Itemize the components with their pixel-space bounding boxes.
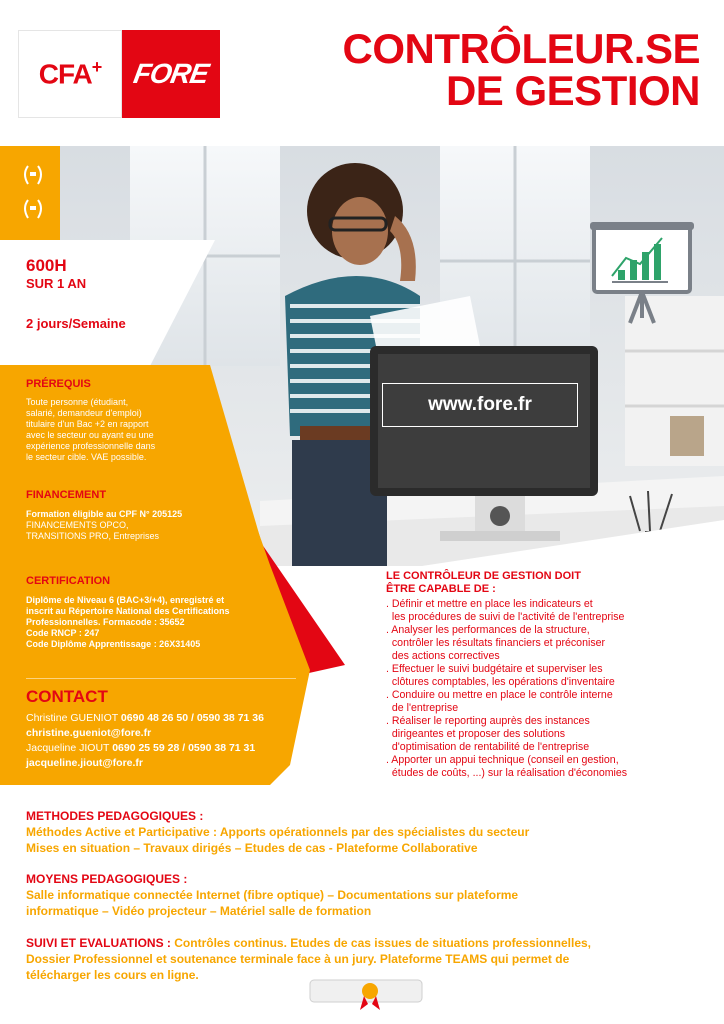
prerequis-line: expérience professionnelle dans	[26, 441, 156, 451]
capability-line: clôtures comptables, les opérations d'inventaire	[386, 676, 615, 688]
capabilities-title	[386, 570, 686, 596]
financement-text	[26, 509, 266, 542]
diploma-icon	[306, 976, 426, 1012]
contact-name: Jacqueline JIOUT	[26, 742, 110, 754]
certification-title: CERTIFICATION	[26, 575, 111, 587]
capability-line: des actions correctives	[386, 650, 500, 662]
logo-fore-text: FORE	[131, 58, 211, 89]
logo-cfa-plus: +	[91, 57, 102, 78]
badges-strip	[0, 146, 60, 240]
contact-title: CONTACT	[26, 687, 108, 706]
suivi-line: télécharger les cours en ligne.	[26, 968, 199, 982]
capability-line: les procédures de suivi de l'activité de l'entreprise	[386, 611, 625, 623]
contact-name: Christine GUENIOT	[26, 712, 118, 724]
moyens-line: informatique – Vidéo projecteur – Matériel salle de formation	[26, 904, 372, 918]
capability-line: . Effectuer le suivi budgétaire et superviser les	[386, 663, 603, 675]
prerequis-line: avec le secteur ou ayant eu une	[26, 430, 154, 440]
suivi-title: SUIVI ET EVALUATIONS :	[26, 936, 171, 950]
prerequis-line: titulaire d'un Bac +2 en rapport	[26, 419, 149, 429]
financement-title: FINANCEMENT	[26, 489, 107, 501]
contact-email-row	[26, 727, 151, 739]
capability-line: . Apporter un appui technique (conseil en gestion,	[386, 754, 619, 766]
certification-line: Code RNCP : 247	[26, 628, 100, 638]
certification-line: Code Diplôme Apprentissage : 26X31405	[26, 639, 201, 649]
logo-cfa-text: CFA	[38, 58, 92, 90]
financement-cpf: Formation éligible au CPF N° 205125	[26, 509, 183, 519]
prerequis-line: le secteur cible. VAE possible.	[26, 452, 147, 462]
capability-line: études de coûts, ...) sur la réalisation d'économies	[386, 767, 628, 779]
website-link[interactable]: www.fore.fr	[382, 383, 578, 427]
contact-email[interactable]: christine.gueniot@fore.fr	[26, 727, 152, 739]
methodes-title: METHODES PEDAGOGIQUES :	[26, 809, 204, 823]
fore-logo	[122, 30, 220, 118]
methodes-text	[26, 824, 706, 856]
duration-period: SUR 1 AN	[26, 276, 87, 291]
certification-line: Professionnelles. Formacode : 35652	[26, 617, 185, 627]
moyens-text	[26, 887, 706, 919]
prerequis-text	[26, 397, 206, 463]
capabilities-title-line: LE CONTRÔLEUR DE GESTION DOIT	[386, 570, 581, 582]
contact-email[interactable]: jacqueline.jiout@fore.fr	[26, 757, 144, 769]
title-line-2: DE GESTION	[445, 67, 700, 114]
capabilities-title-line: ÊTRE CAPABLE DE :	[386, 583, 496, 595]
capability-line: d'optimisation de rentabilité de l'entreprise	[386, 741, 590, 753]
contact-person-1	[26, 712, 264, 724]
duration-rhythm: 2 jours/Semaine	[26, 316, 126, 331]
suivi-line: Contrôles continus. Etudes de cas issues de situations professionnelles,	[170, 936, 592, 950]
title-line-1: CONTRÔLEUR.SE	[342, 25, 700, 72]
financement-line: TRANSITIONS PRO, Entreprises	[26, 531, 160, 541]
methodes-line: Mises en situation – Travaux dirigés – Etudes de cas - Plateforme Collaborative	[26, 841, 478, 855]
duration-hours: 600H	[26, 256, 67, 275]
laurel-icon	[20, 162, 46, 188]
cfa-logo	[18, 30, 122, 118]
contact-phones[interactable]: 0690 48 26 50 / 0590 38 71 36	[120, 712, 264, 724]
capability-line: contrôler les résultats financiers et préconiser	[386, 637, 606, 649]
contact-person-2	[26, 742, 255, 754]
prerequis-line: Toute personne (étudiant,	[26, 397, 129, 407]
capability-line: . Réaliser le reporting auprès des instances	[386, 715, 590, 727]
capability-line: . Conduire ou mettre en place le contrôle interne	[386, 689, 613, 701]
moyens-title: MOYENS PEDAGOGIQUES :	[26, 872, 188, 886]
laurel-icon	[20, 196, 46, 222]
contact-divider	[26, 678, 296, 679]
prerequis-line: salarié, demandeur d'emploi)	[26, 408, 142, 418]
page-title	[240, 25, 700, 114]
capability-line: de l'entreprise	[386, 702, 459, 714]
prerequis-title: PRÉREQUIS	[26, 378, 91, 390]
chart-board-icon	[590, 218, 694, 328]
certification-line: Diplôme de Niveau 6 (BAC+3/+4), enregistré et	[26, 595, 225, 605]
certification-line: inscrit au Répertoire National des Certifications	[26, 606, 230, 616]
contact-phones[interactable]: 0690 25 59 28 / 0590 38 71 31	[112, 742, 256, 754]
moyens-line: Salle informatique connectée Internet (fibre optique) – Documentations sur plateforme	[26, 888, 519, 902]
capability-line: dirigeantes et proposer des solutions	[386, 728, 566, 740]
capabilities-list	[386, 598, 708, 780]
capability-line: . Analyser les performances de la structure,	[386, 624, 590, 636]
capability-line: . Définir et mettre en place les indicateurs et	[386, 598, 593, 610]
financement-line: FINANCEMENTS OPCO,	[26, 520, 129, 530]
methodes-line: Méthodes Active et Participative : Apports opérationnels par des spécialistes du secteur	[26, 825, 530, 839]
suivi-line: Dossier Professionnel et soutenance terminale face à un jury. Plateforme TEAMS qui permet de	[26, 952, 570, 966]
contact-email-row	[26, 757, 143, 769]
certification-text	[26, 595, 286, 650]
